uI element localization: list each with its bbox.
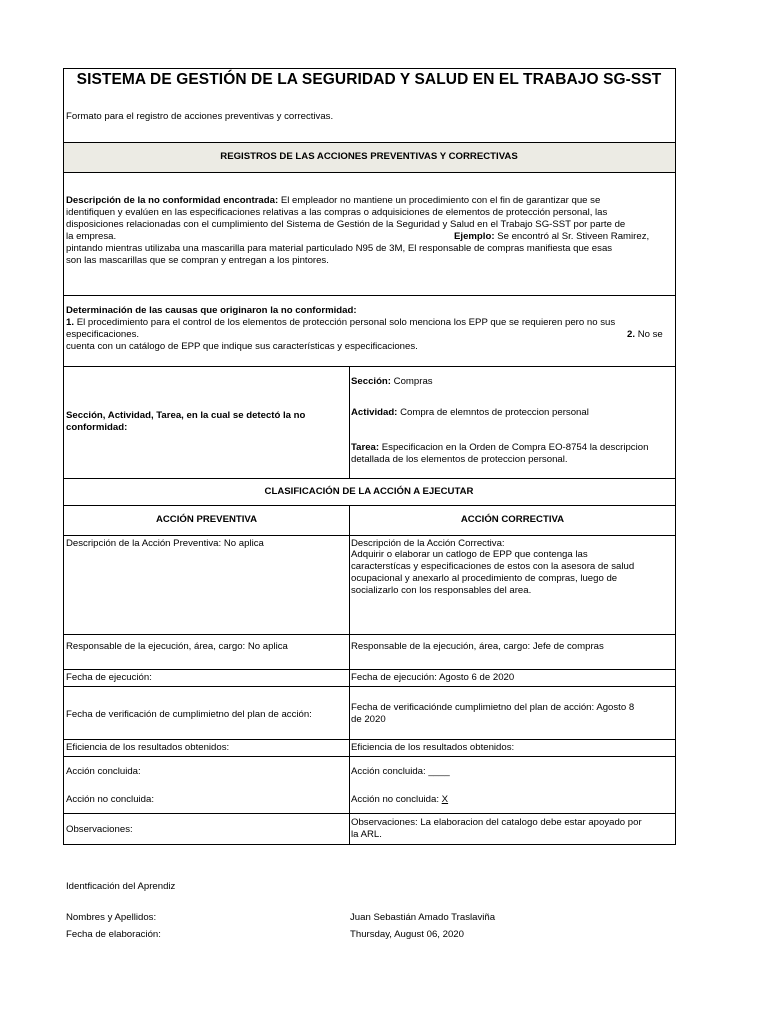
preventive-responsible: Responsable de la ejecución, área, cargo: No aplica (66, 641, 288, 652)
preventive-observations: Observaciones: (66, 824, 133, 835)
corrective-description-5: socializarlo con los responsables del area. (351, 585, 532, 596)
corrective-description-4: ocupacional y anexarlo al procedimiento de compras, luego de (351, 573, 618, 584)
section-value: Compras (393, 376, 433, 387)
cause-number-1: 1. (66, 317, 75, 328)
detection-label-2: conformidad: (66, 422, 128, 433)
corrective-observations-2: la ARL. (351, 829, 382, 840)
divider (64, 813, 675, 814)
corrective-efficiency: Eficiencia de los resultados obtenidos: (351, 742, 515, 753)
causes-line-2: especificaciones. (66, 329, 140, 340)
nonconformity-line-2: identifiquen y evalúen en las especificaciones relativas a las compras o adquisiciones de elementos de protección personal, las (66, 207, 608, 218)
footer-date-label: Fecha de elaboración: (66, 929, 161, 940)
preventive-verify-date: Fecha de verificación de cumplimietno del plan de acción: (66, 709, 312, 720)
concluded-label: Acción concluida: (351, 766, 426, 777)
divider (64, 739, 675, 740)
column-divider (349, 366, 350, 478)
nonconformity-line-3: disposiciones relacionadas con el cumplimiento del Sistema de Gestión de la Seguridad y Salud en el Trabajo SG-SST por parte de (66, 219, 626, 230)
corrective-description-2: Adquirir o elaborar un catlogo de EPP que contenga las (351, 549, 588, 560)
corrective-verify-date-2: de 2020 (351, 714, 386, 725)
preventive-description: Descripción de la Acción Preventiva: No aplica (66, 538, 264, 549)
nonconformity-line-5: pintando mientras utilizaba una mascarilla para material particulado N95 de 3M, El responsable de compras manifiesta que esas (66, 243, 613, 254)
divider (64, 535, 675, 536)
nonconformity-label: Descripción de la no conformidad encontrada: (66, 195, 279, 206)
divider (64, 478, 675, 479)
corrective-concluded (351, 766, 450, 778)
cause-text-1: El procedimiento para el control de los elementos de protección personal solo menciona los EPP que se requieren pero no sus (76, 317, 616, 328)
corrective-observations-1: Observaciones: La elaboracion del catalogo debe estar apoyado por (351, 817, 642, 828)
divider (64, 634, 675, 635)
preventive-not-concluded: Acción no concluida: (66, 794, 154, 805)
task-label: Tarea: (351, 442, 380, 453)
section-field (351, 376, 433, 388)
cause-text-2: No se (637, 329, 663, 340)
corrective-responsible: Responsable de la ejecución, área, cargo: Jefe de compras (351, 641, 604, 652)
corrective-description-1: Descripción de la Acción Correctiva: (351, 538, 505, 549)
footer-date-value: Thursday, August 06, 2020 (350, 929, 464, 940)
activity-field (351, 407, 589, 419)
task-value: Especificacion en la Orden de Compra EO-8754 la descripcion (381, 442, 649, 453)
divider (64, 142, 675, 143)
nonconformity-line-4: la empresa. (66, 231, 117, 242)
causes-line-1 (66, 317, 615, 329)
corrective-verify-date-1: Fecha de verificaciónde cumplimietno del plan de acción: Agosto 8 (351, 702, 635, 713)
not-concluded-label: Acción no concluida: (351, 794, 439, 805)
divider (64, 756, 675, 757)
classification-header: CLASIFICACIÓN DE LA ACCIÓN A EJECUTAR (264, 486, 474, 497)
corrective-header: ACCIÓN CORRECTIVA (460, 514, 565, 525)
corrective-exec-date: Fecha de ejecución: Agosto 6 de 2020 (351, 672, 515, 683)
section-header: REGISTROS DE LAS ACCIONES PREVENTIVAS Y CORRECTIVAS (220, 151, 518, 162)
column-divider (349, 505, 350, 844)
preventive-exec-date: Fecha de ejecución: (66, 672, 152, 683)
task-field (351, 442, 648, 454)
activity-label: Actividad: (351, 407, 398, 418)
footer-heading: Identficación del Aprendiz (66, 881, 176, 892)
concluded-value: ____ (428, 766, 450, 777)
example-line (454, 231, 649, 243)
nonconformity-line-6: son las mascarillas que se compran y entregan a los pintores. (66, 255, 329, 266)
causes-line-3: cuenta con un catálogo de EPP que indique sus características y especificaciones. (66, 341, 418, 352)
divider (64, 172, 675, 173)
example-label: Ejemplo: (454, 231, 495, 242)
page-title: SISTEMA DE GESTIÓN DE LA SEGURIDAD Y SALUD EN EL TRABAJO SG-SST (76, 71, 662, 88)
corrective-description-3: caracterstícas y especificaciones de estos con la asesora de salud (351, 561, 635, 572)
nonconformity-line-1 (66, 195, 600, 207)
corrective-not-concluded (351, 794, 448, 806)
form-table (63, 68, 676, 845)
example-text: Se encontró al Sr. Stiveen Ramirez, (497, 231, 650, 242)
not-concluded-value: X (441, 794, 449, 805)
cause-2 (627, 329, 663, 341)
footer-name-label: Nombres y Apellidos: (66, 912, 157, 923)
divider (64, 669, 675, 670)
preventive-header: ACCIÓN PREVENTIVA (155, 514, 258, 525)
preventive-efficiency: Eficiencia de los resultados obtenidos: (66, 742, 230, 753)
divider (64, 366, 675, 367)
footer-name-value: Juan Sebastián Amado Traslaviña (350, 912, 496, 923)
cause-number-2: 2. (627, 329, 636, 340)
task-value-line-2: detallada de los elementos de proteccion personal. (351, 454, 568, 465)
divider (64, 295, 675, 296)
preventive-concluded: Acción concluida: (66, 766, 141, 777)
detection-label-1: Sección, Actividad, Tarea, en la cual se detectó la no (66, 410, 306, 421)
divider (64, 505, 675, 506)
subtitle: Formato para el registro de acciones preventivas y correctivas. (66, 111, 334, 122)
nonconformity-text: El empleador no mantiene un procedimiento con el fin de garantizar que se (280, 195, 601, 206)
activity-value: Compra de elemntos de proteccion personal (400, 407, 589, 418)
causes-label: Determinación de las causas que originaron la no conformidad: (66, 305, 357, 316)
divider (64, 686, 675, 687)
section-label: Sección: (351, 376, 391, 387)
